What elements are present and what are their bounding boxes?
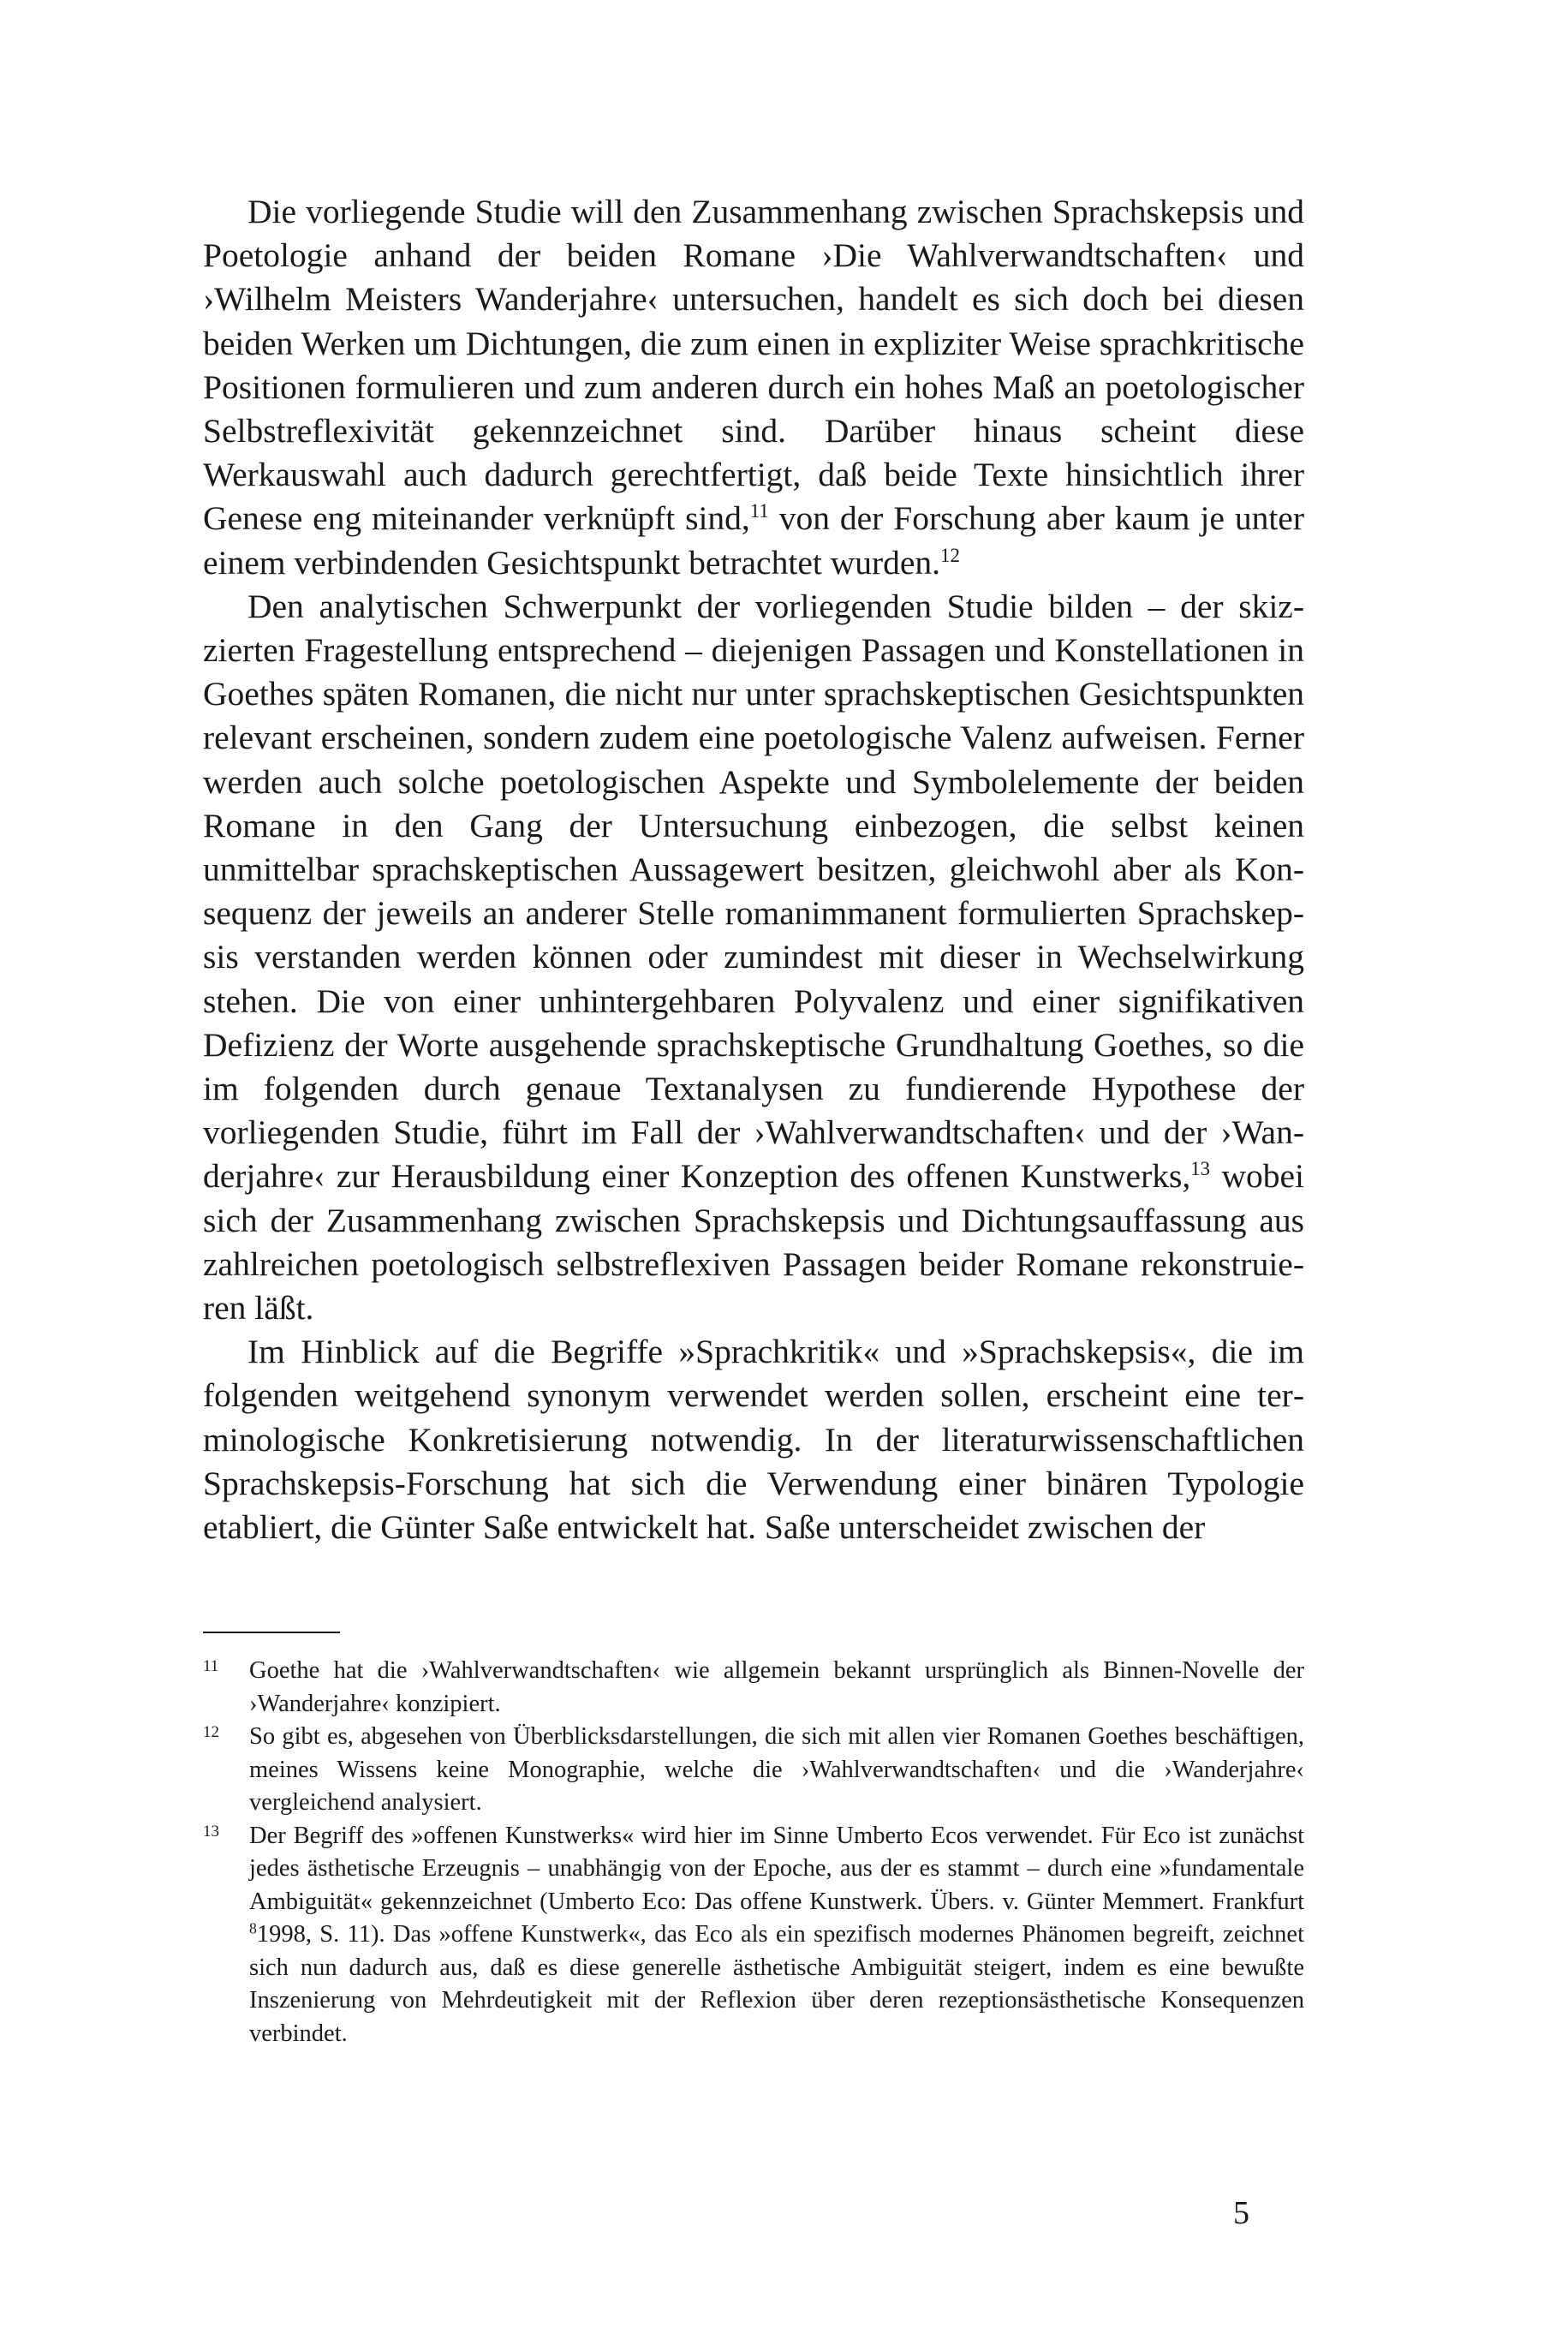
paragraph-1-text-a: Die vorliegende Studie will den Zusammenhang zwischen Sprachskepsis und Poetologie anhand der beiden Romane ›Die Wahlverwandtschaften‹ und ›Wilhelm Meisters Wanderjahre‹ untersuchen, handelt es sich doch bei diesen beiden Werken um Dichtungen, die zum einen in expliziter Weise sprachkritische Positionen formulieren und zum anderen durch ein hohes Maß an poetologischer Selbstreflexivität gekennzeichnet sind. Darüber hinaus scheint diese Werkauswahl auch dadurch gerechtfertigt, daß beide Texte hinsichtlich ihrer Genese eng miteinander verknüpft sind, [203, 193, 1304, 538]
footnote-text-a: Der Begriff des »offenen Kunstwerks« wird hier im Sinne Umberto Ecos verwendet. Für Eco ist zunächst jedes ästhetische Erzeugnis – unabhängig von der Epoche, aus der es stammt – durch eine »fundamentale Ambiguität« gekennzeichnet (Umberto Eco: Das offene Kunstwerk. Übers. v. Günter Memmert. Frankfurt [249, 1822, 1304, 1915]
edition-superscript: 8 [249, 1919, 257, 1937]
paragraph-3 [203, 1330, 1304, 1549]
paragraph-2 [203, 585, 1304, 1330]
footnote-ref-12[interactable]: 12 [940, 544, 960, 566]
footnote-12 [203, 1721, 1304, 1820]
paragraph-1 [203, 190, 1304, 585]
footnote-ref-13[interactable]: 13 [1190, 1158, 1211, 1180]
footnote-number: 13 [203, 1822, 219, 1841]
main-text [203, 190, 1304, 1549]
paragraph-2-text-b: wobei sich der Zusammenhang zwischen Sprachskepsis und Dichtungsauffassung aus zahlreichen poetologisch selbstreflexiven Passagen beider Romane rekonstruieren läßt. [203, 1157, 1304, 1328]
footnote-11 [203, 1655, 1304, 1721]
footnote-13 [203, 1820, 1304, 2051]
footnote-number: 11 [203, 1657, 219, 1675]
footnote-text: So gibt es, abgesehen von Überblicksdarstellungen, die sich mit allen vier Romanen Goethes beschäftigen, meines Wissens keine Monographie, welche die ›Wahlverwandtschaften‹ und die ›Wanderjahre‹ vergleichend analysiert. [249, 1723, 1304, 1816]
footnote-text-b: 1998, S. 11). Das »offene Kunstwerk«, das Eco als ein spezifisch modernes Phänomen begreift, zeichnet sich nun dadurch aus, daß es diese generelle ästhetische Ambiguität steigert, indem es eine bewußte Inszenierung von Mehrdeutigkeit mit der Reflexion über deren rezeptionsästhetische Konsequenzen verbindet. [249, 1921, 1304, 2047]
footnote-separator [203, 1632, 340, 1633]
paragraph-1-text-b: von der Forschung aber kaum je unter einem verbindenden Gesichtspunkt betrachtet wurden. [203, 499, 1304, 582]
footnote-ref-11[interactable]: 11 [749, 500, 769, 522]
footnote-number: 12 [203, 1723, 219, 1741]
paragraph-2-text-a: Den analytischen Schwerpunkt der vorliegenden Studie bilden – der skizzierten Fragestellung entsprechend – diejenigen Passagen und Konstellationen in Goethes späten Romanen, die nicht nur unter sprachskeptischen Gesichtspunkten relevant erscheinen, sondern zudem eine poetologische Valenz aufweisen. Ferner werden auch solche poetologischen Aspekte und Symbolelemente der beiden Romane in den Gang der Untersuchung einbezogen, die selbst keinen unmittelbar sprachskeptischen Aussagewert besitzen, gleichwohl aber als Konsequenz der jeweils an anderer Stelle romanimmanent formulierten Sprachskepsis verstanden werden können oder zumindest mit dieser in Wechselwirkung stehen. Die von einer unhintergehbaren Polyvalenz und einer signifikativen Defizienz der Worte ausgehende sprachskeptische Grundhaltung Goethes, so die im folgenden durch genaue Textanalysen zu fundierende Hypothese der vorliegenden Studie, führt im Fall der ›Wahlverwandtschaften‹ und der ›Wanderjahre‹ zur Herausbildung einer Konzeption des offenen Kunstwerks, [203, 587, 1304, 1196]
footnotes [203, 1655, 1304, 2050]
page-number: 5 [1233, 2195, 1249, 2231]
footnote-text: Goethe hat die ›Wahlverwandtschaften‹ wie allgemein bekannt ursprünglich als Binnen-Novelle der ›Wanderjahre‹ konzipiert. [249, 1657, 1304, 1717]
paragraph-3-text: Im Hinblick auf die Begriffe »Sprachkritik« und »Sprachskepsis«, die im folgenden weitgehend synonym verwendet werden sollen, erscheint eine terminologische Konkretisierung notwendig. In der literaturwissenschaftlichen Sprachskepsis-Forschung hat sich die Verwendung einer binären Typologie etabliert, die Günter Saße entwickelt hat. Saße unterscheidet zwischen der [203, 1333, 1304, 1547]
